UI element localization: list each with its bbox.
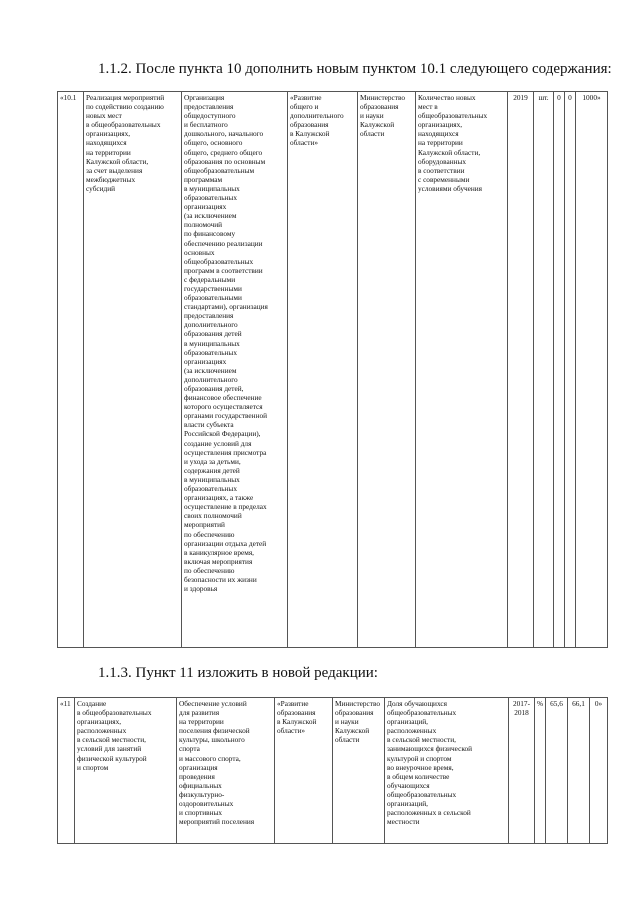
unit-cell: % [535, 698, 546, 844]
year-cell: 2019 [508, 92, 534, 648]
indicator-name: Доля обучающихся общеобразовательных организаций, расположенных в сельской местности, занимающихся физической культурой и спортом во внеурочное время, в общем количестве обучающихся общеобразовательных организаций, расположенных в сельской местности [385, 698, 509, 844]
value-cell-1: 65,6 [546, 698, 568, 844]
measures-table-2 [57, 697, 608, 844]
measure-description: Организация предоставления общедоступного и бесплатного дошкольного, начального общего, основного общего, среднего общего образования по основным общеобразовательным программам в муниципальных образовательных организациях (за исключением полномочий по финансовому обеспечению реализации основных общеобразовательных программ в соответствии с федеральными государственными образовательными стандартами), организация предоставления дополнительного образования детей в муниципальных образовательных организациях (за исключением дополнительного образования детей, финансовое обеспечение которого осуществляется органами государственной власти субъекта Российской Федерации), создание условий для осуществления присмотра и ухода за детьми, содержания детей в муниципальных образовательных организациях, а также осуществление в пределах своих полномочий мероприятий по обеспечению организации отдыха детей в каникулярное время, включая мероприятия по обеспечению безопасности их жизни и здоровья [182, 92, 288, 648]
table-row [58, 698, 608, 844]
value-cell-3: 0» [590, 698, 608, 844]
measure-description: Обеспечение условий для развития на территории поселения физической культуры, школьного спорта и массового спорта, организация проведения официальных физкультурно- оздоровительных и спортивных мероприятий поселения [177, 698, 275, 844]
year-cell: 2017- 2018 [509, 698, 535, 844]
value-cell-2: 66,1 [568, 698, 590, 844]
value-cell-2: 0 [565, 92, 576, 648]
table-row [58, 92, 608, 648]
section-heading-1: 1.1.2. После пункта 10 дополнить новым пунктом 10.1 следующего содержания: [98, 61, 612, 77]
row-number: «11 [58, 698, 75, 844]
section-heading-2: 1.1.3. Пункт 11 изложить в новой редакции: [98, 665, 378, 681]
measure-name: Реализация мероприятий по содействию созданию новых мест в общеобразовательных организациях, находящихся на территории Калужской области, за счет выделения межбюджетных субсидий [84, 92, 182, 648]
responsible-ministry: Министерство образования и науки Калужской области [333, 698, 385, 844]
measures-table-1 [57, 91, 608, 648]
program-name: «Развитие общего и дополнительного образования в Калужской области» [288, 92, 358, 648]
measure-name: Создание в общеобразовательных организациях, расположенных в сельской местности, условий для занятий физической культурой и спортом [75, 698, 177, 844]
responsible-ministry: Министерство образования и науки Калужской области [358, 92, 416, 648]
program-name: «Развитие образования в Калужской области» [275, 698, 333, 844]
indicator-name: Количество новых мест в общеобразовательных организациях, находящихся на территории Калужской области, оборудованных в соответствии с современными условиями обучения [416, 92, 508, 648]
unit-cell: шт. [534, 92, 554, 648]
value-cell-3: 1000» [576, 92, 608, 648]
value-cell-1: 0 [554, 92, 565, 648]
row-number: «10.1 [58, 92, 84, 648]
